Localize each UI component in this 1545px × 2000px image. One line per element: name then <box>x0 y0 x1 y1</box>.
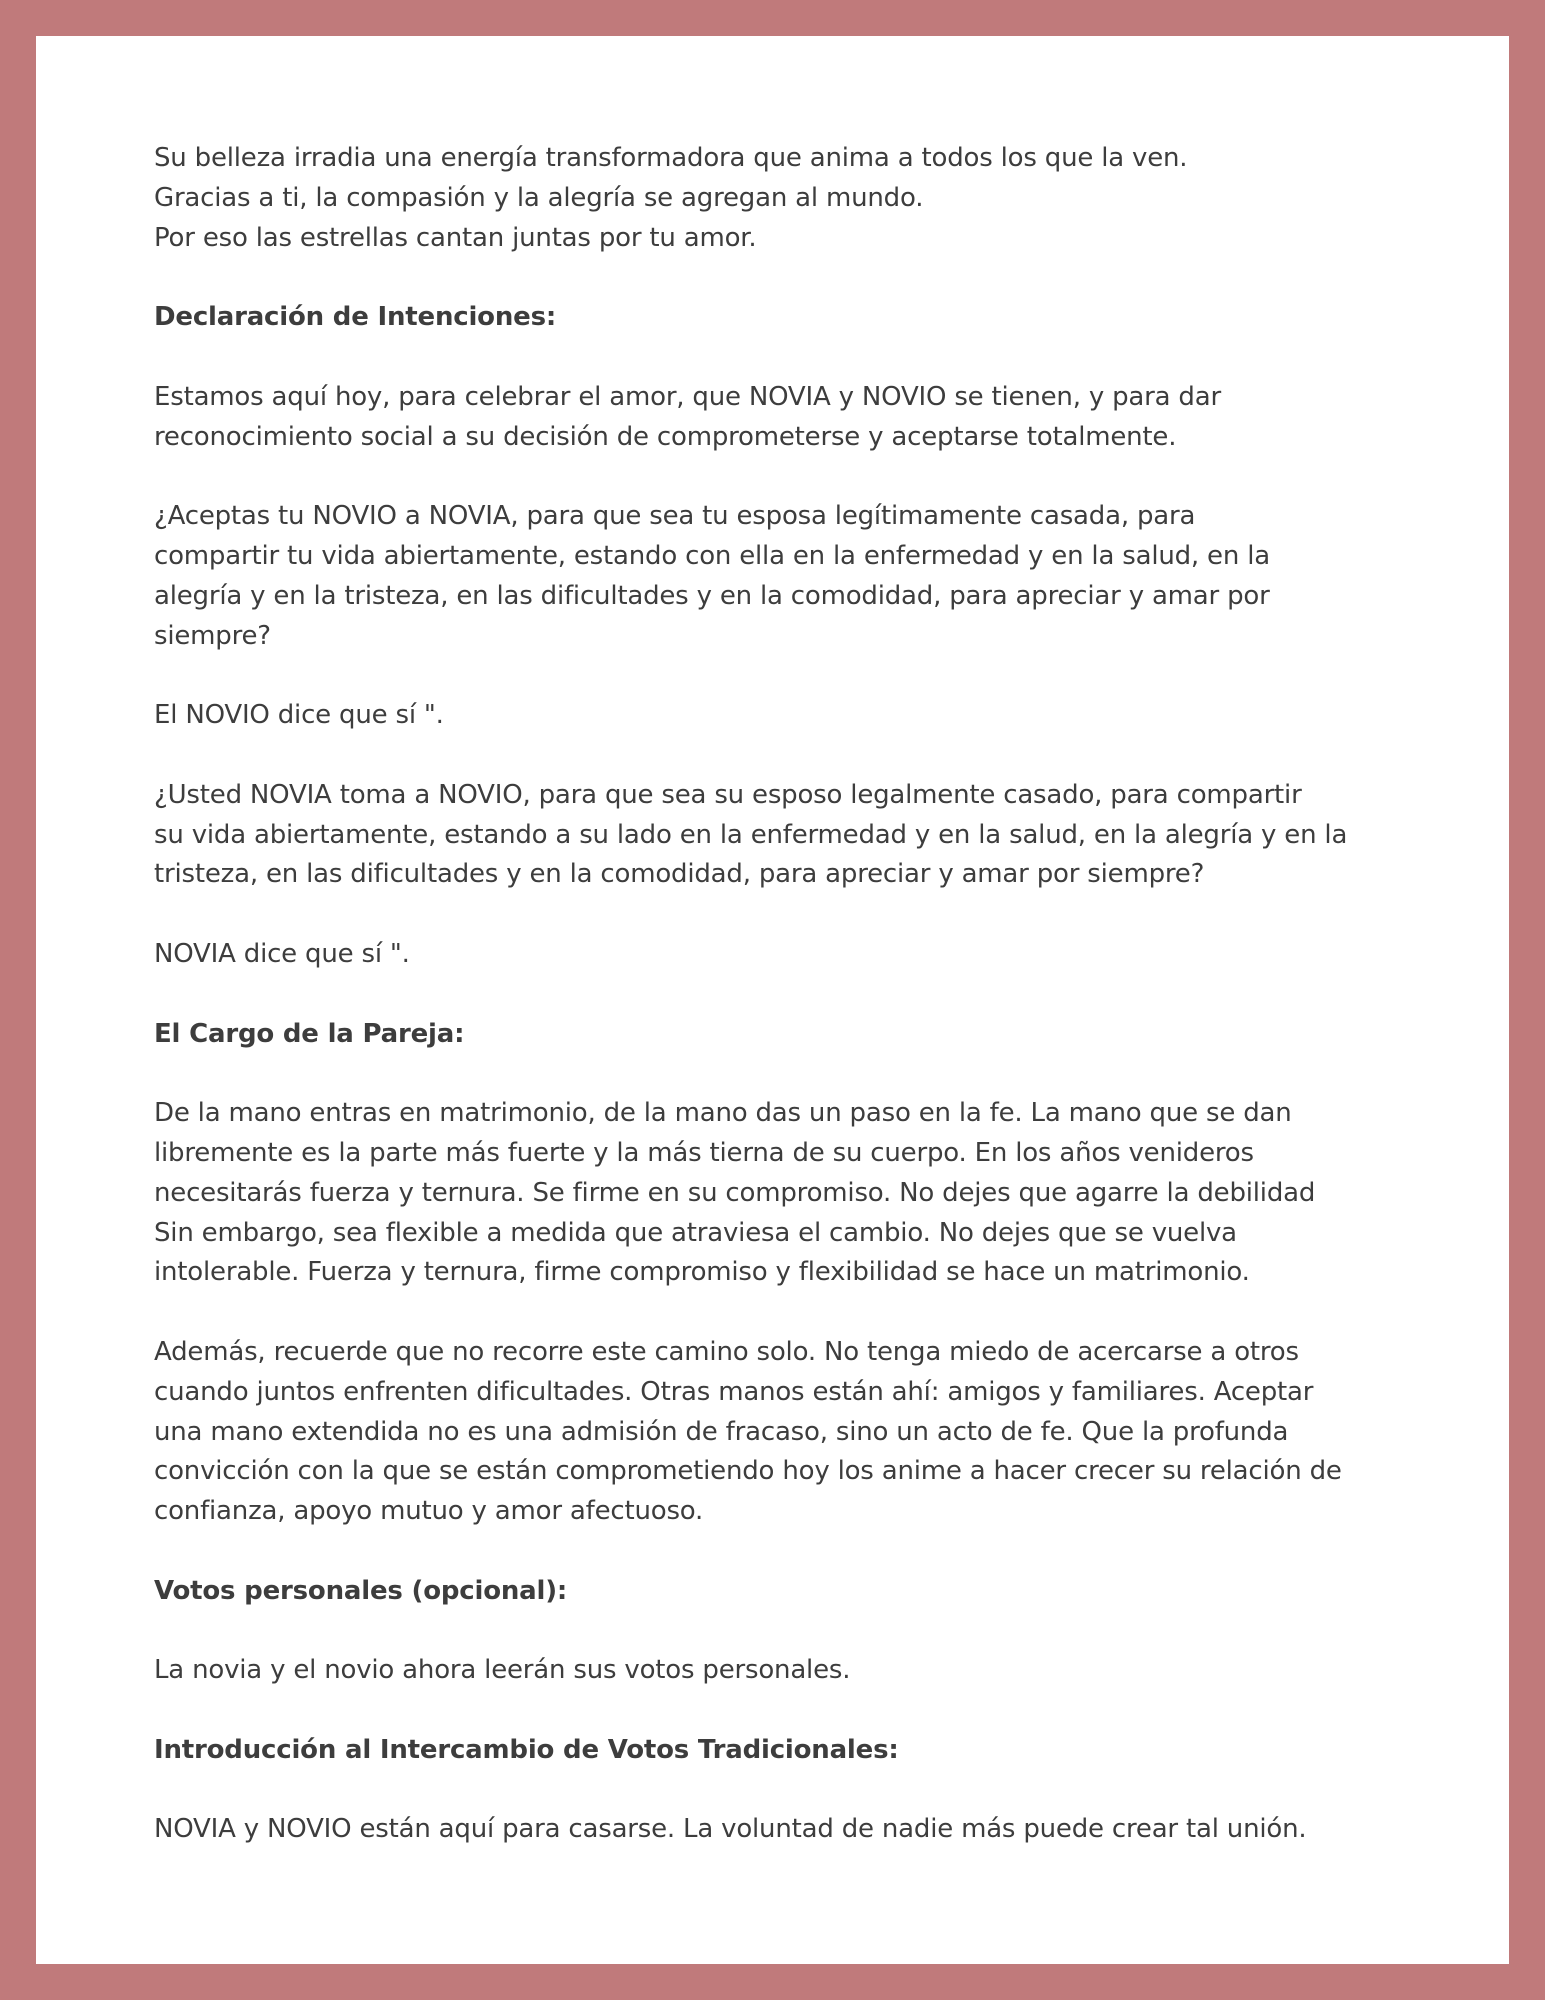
paragraph-here-to-marry: NOVIA y NOVIO están aquí para casarse. La voluntad de nadie más puede crear tal unión. <box>154 1814 1307 1845</box>
heading-couple-charge: El Cargo de la Pareja: <box>154 1018 465 1049</box>
paragraph-groom-answer: El NOVIO dice que sí ". <box>154 700 444 731</box>
document-page <box>36 36 1509 1964</box>
paragraph-bride-question: ¿Usted NOVIA toma a NOVIO, para que sea su esposo legalmente casado, para compartir su vida abiertamente, estando a su lado en la enfermedad y en la salud, en la alegría y en la tristeza, en las dificultades y en la comodidad, para apreciar y amar por siempre? <box>154 779 1348 890</box>
paragraph-celebration: Estamos aquí hoy, para celebrar el amor, que NOVIA y NOVIO se tienen, y para dar reconocimiento social a su decisión de comprometerse y aceptarse totalmente. <box>154 381 1221 452</box>
paragraph-not-alone: Además, recuerde que no recorre este camino solo. No tenga miedo de acercarse a otros cuando juntos enfrenten dificultades. Otras manos están ahí: amigos y familiares. Aceptar una mano extendida no es una admisión de fracaso, sino un acto de fe. Que la profunda convicción con la que se están comprometiendo hoy los anime a hacer crecer su relación de confianza, apoyo mutuo y amor afectuoso. <box>154 1336 1342 1527</box>
paragraph-personal-vows: La novia y el novio ahora leerán sus votos personales. <box>154 1655 851 1686</box>
heading-personal-vows: Votos personales (opcional): <box>154 1575 568 1606</box>
paragraph-groom-question: ¿Aceptas tu NOVIO a NOVIA, para que sea tu esposa legítimamente casada, para compartir tu vida abiertamente, estando con ella en la enfermedad y en la salud, en la alegría y en la tristeza, en las dificultades y en la comodidad, para apreciar y amar por siempre? <box>154 501 1270 651</box>
heading-traditional-vows-intro: Introducción al Intercambio de Votos Tradicionales: <box>154 1734 899 1765</box>
paragraph-hand-in-hand: De la mano entras en matrimonio, de la mano das un paso en la fe. La mano que se dan libremente es la parte más fuerte y la más tierna de su cuerpo. En los años venideros necesitarás fuerza y ternura. Se firme en su compromiso. No dejes que agarre la debilidad Sin embargo, sea flexible a medida que atraviesa el cambio. No dejes que se vuelva intolerable. Fuerza y ternura, firme compromiso y flexibilidad se hace un matrimonio. <box>154 1098 1316 1288</box>
heading-declaration-of-intentions: Declaración de Intenciones: <box>154 302 557 333</box>
paragraph-bride-answer: NOVIA dice que sí ". <box>154 938 410 969</box>
document-body <box>154 139 1454 1890</box>
intro-paragraph: Su belleza irradia una energía transformadora que anima a todos los que la ven. Gracias a ti, la compasión y la alegría se agregan al mundo. Por eso las estrellas cantan juntas por tu amor. <box>154 143 1188 253</box>
